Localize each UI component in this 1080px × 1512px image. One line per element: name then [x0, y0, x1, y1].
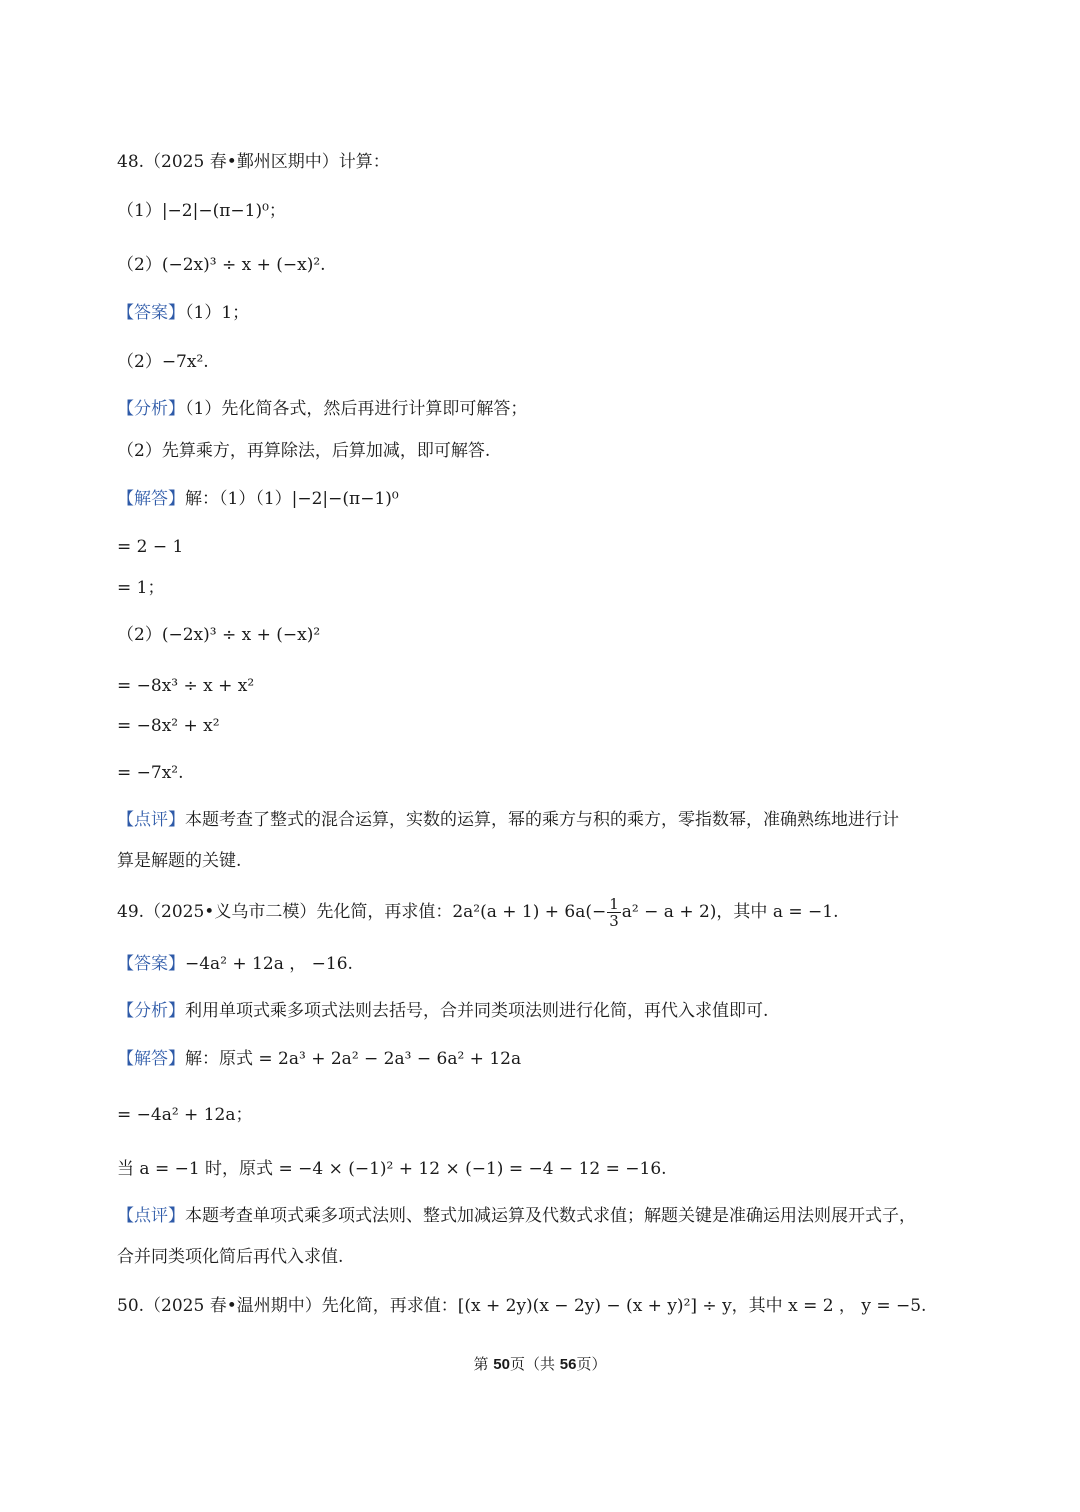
q49-stem: 49.（2025•义乌市二模）先化简，再求值：2a²(a + 1) + 6a(− $\frac{1}{3}$ a² − a + 2)，其中 a = −1.	[117, 895, 839, 930]
q49-analysis: 【分析】利用单项式乘多项式法则去括号，合并同类项法则进行化简，再代入求值即可.	[117, 1001, 769, 1021]
q48-solution-1: 【解答】解：（1）（1）|−2|−(π−1)⁰	[117, 489, 399, 509]
q48-part1: （1）|−2|−(π−1)⁰；	[117, 201, 286, 221]
analysis-tag: 【分析】	[117, 1001, 185, 1021]
comment-tag: 【点评】	[117, 810, 185, 830]
q48-solution-4: （2）(−2x)³ ÷ x + (−x)²	[117, 625, 321, 645]
q48-solution-2: = 2 − 1	[117, 537, 184, 557]
solution-tag: 【解答】	[117, 1049, 185, 1069]
q48-solution-5: = −8x³ ÷ x + x²	[117, 676, 255, 696]
page-footer: 第 50页（共 56页）	[473, 1355, 607, 1373]
answer-tag: 【答案】	[117, 954, 185, 974]
analysis-tag: 【分析】	[117, 399, 185, 419]
q49-solution-3: 当 a = −1 时，原式 = −4 × (−1)² + 12 × (−1) = −4 − 12 = −16.	[117, 1159, 667, 1179]
q48-solution-6: = −8x² + x²	[117, 716, 220, 736]
q48-part2: （2）(−2x)³ ÷ x + (−x)².	[117, 255, 326, 275]
q48-answer-2: （2）−7x².	[117, 352, 209, 372]
q49-solution-1: 【解答】解：原式 = 2a³ + 2a² − 2a³ − 6a² + 12a	[117, 1049, 522, 1069]
q48-comment-1: 【点评】本题考查了整式的混合运算，实数的运算，幂的乘方与积的乘方，零指数幂，准确熟练地进行计	[117, 810, 899, 830]
q48-solution-3: = 1；	[117, 578, 165, 598]
q48-stem: 48.（2025 春•鄞州区期中）计算：	[117, 152, 390, 172]
q48-comment-2: 算是解题的关键.	[117, 851, 242, 871]
q49-solution-2: = −4a² + 12a；	[117, 1105, 253, 1125]
total-pages: 56	[559, 1356, 577, 1373]
q48-analysis-1: 【分析】（1）先化简各式，然后再进行计算即可解答；	[117, 399, 528, 419]
comment-tag: 【点评】	[117, 1206, 185, 1226]
q48-answer-1: 【答案】（1）1；	[117, 303, 250, 323]
q48-solution-7: = −7x².	[117, 763, 184, 783]
q49-comment-2: 合并同类项化简后再代入求值.	[117, 1247, 344, 1267]
q48-analysis-2: （2）先算乘方，再算除法，后算加减，即可解答.	[117, 441, 491, 461]
q49-comment-1: 【点评】本题考查单项式乘多项式法则、整式加减运算及代数式求值；解题关键是准确运用法则展开式子，	[117, 1206, 916, 1226]
solution-tag: 【解答】	[117, 489, 185, 509]
q50-stem: 50.（2025 春•温州期中）先化简，再求值：[(x + 2y)(x − 2y) − (x + y)²] ÷ y，其中 x = 2 ， y = −5.	[117, 1296, 927, 1316]
page-number: 50	[493, 1356, 510, 1373]
fraction-one-third: $\frac{1}{3}$	[609, 895, 619, 930]
q49-answer: 【答案】−4a² + 12a ， −16.	[117, 954, 353, 974]
answer-tag: 【答案】	[117, 303, 185, 323]
